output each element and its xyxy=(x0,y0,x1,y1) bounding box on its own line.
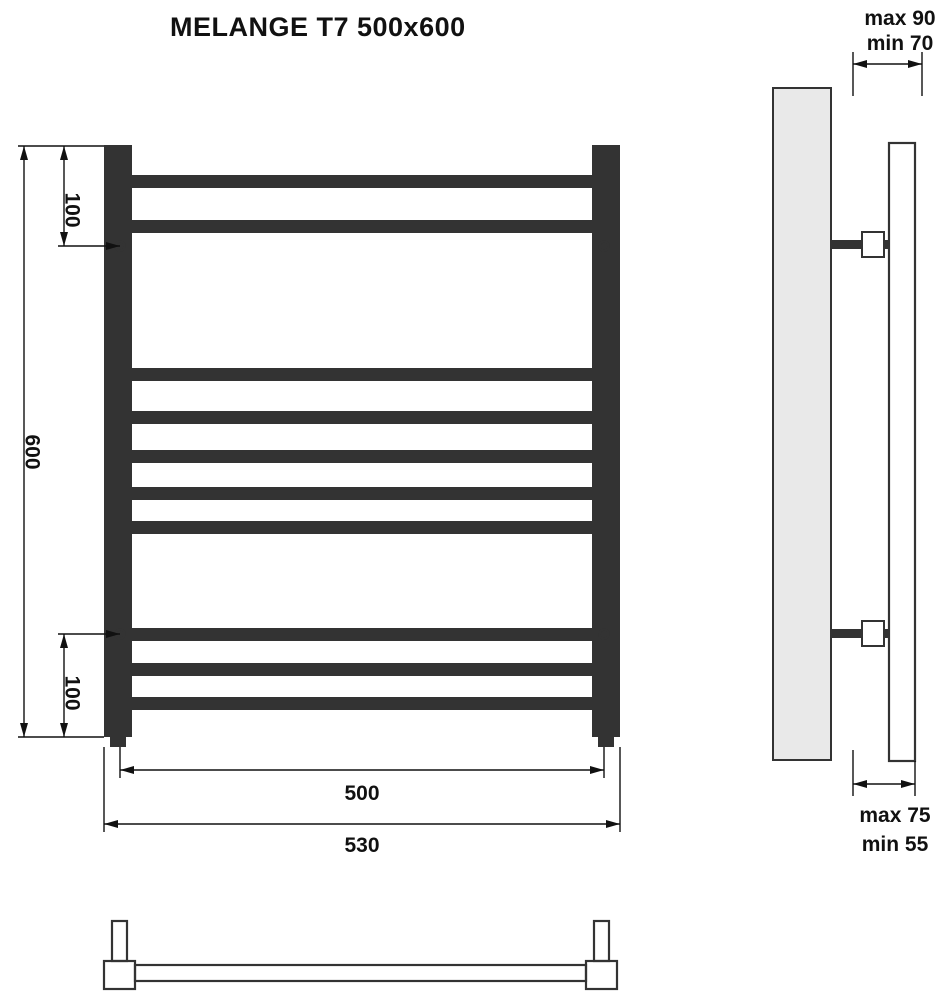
bottom-view xyxy=(104,921,617,989)
bottom-right-connector-stem xyxy=(594,921,609,961)
dim-bottom-offset: 100 xyxy=(60,675,84,711)
radiator-side-profile xyxy=(889,143,915,761)
front-view xyxy=(18,145,620,857)
right-vertical-post xyxy=(592,145,620,737)
bottom-left-connector-base xyxy=(104,961,135,989)
dim-bottom-max: max 75 xyxy=(859,804,931,827)
left-foot xyxy=(110,737,126,747)
bottom-connecting-tube xyxy=(135,965,586,981)
side-view xyxy=(773,7,936,856)
page-title: MELANGE Т7 500x600 xyxy=(170,12,466,42)
right-foot xyxy=(598,737,614,747)
dim-mount-width: 500 xyxy=(344,782,380,805)
dim-top-offset: 100 xyxy=(60,192,84,228)
horizontal-rails xyxy=(132,175,592,710)
dim-bottom-min: min 55 xyxy=(861,833,929,856)
dim-top-min: min 70 xyxy=(866,32,934,55)
left-vertical-post xyxy=(104,145,132,737)
side-top-dimension-lines xyxy=(853,52,922,96)
bottom-left-connector-stem xyxy=(112,921,127,961)
bottom-right-connector-base xyxy=(586,961,617,989)
dim-overall-height: 600 xyxy=(20,434,44,470)
mounting-points xyxy=(116,242,609,639)
upper-bracket xyxy=(831,232,889,257)
wall-slab xyxy=(773,88,831,760)
lower-bracket xyxy=(831,621,889,646)
dim-top-max: max 90 xyxy=(864,7,936,30)
dim-overall-width: 530 xyxy=(344,834,380,857)
